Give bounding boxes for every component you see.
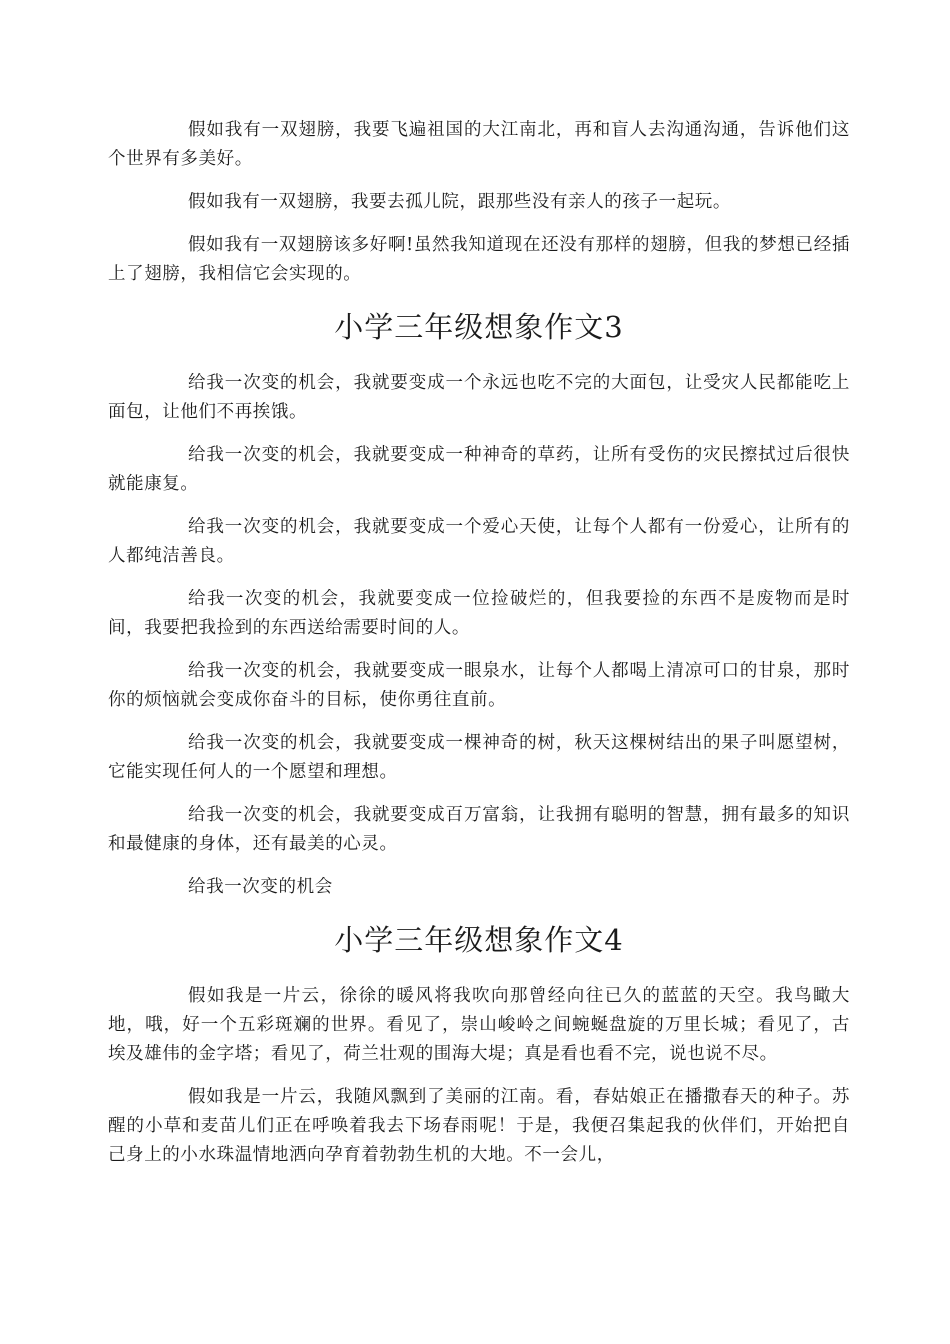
paragraph: 假如我有一双翅膀，我要去孤儿院，跟那些没有亲人的孩子一起玩。 [188,192,731,212]
paragraph: 给我一次变的机会，我就要变成一眼泉水，让每个人都喝上清凉可口的甘泉，那时你的烦恼就会变成你奋斗的目标，使你勇往直前。 [108,661,850,710]
section-heading: 小学三年级想象作文3 [334,310,624,344]
paragraph: 假如我有一双翅膀，我要飞遍祖国的大江南北，再和盲人去沟通沟通，告诉他们这个世界有多美好。 [108,120,850,169]
paragraph: 给我一次变的机会，我就要变成百万富翁，让我拥有聪明的智慧，拥有最多的知识和最健康的身体，还有最美的心灵。 [108,805,850,854]
paragraph: 假如我是一片云，徐徐的暖风将我吹向那曾经向往已久的蓝蓝的天空。我鸟瞰大地，哦，好一个五彩斑斓的世界。看见了，崇山峻岭之间蜿蜒盘旋的万里长城；看见了，古埃及雄伟的金字塔；看见了，荷兰壮观的围海大堤；真是看也看不完，说也说不尽。 [108,986,850,1064]
document-page [108,116,850,1184]
paragraph: 给我一次变的机会，我就要变成一棵神奇的树，秋天这棵树结出的果子叫愿望树，它能实现任何人的一个愿望和理想。 [108,733,850,782]
paragraph: 假如我是一片云，我随风飘到了美丽的江南。看，春姑娘正在播撒春天的种子。苏醒的小草和麦苗儿们正在呼唤着我去下场春雨呢！于是，我便召集起我的伙伴们，开始把自己身上的小水珠温情地洒向孕育着勃勃生机的大地。不一会儿， [108,1087,850,1165]
paragraph: 给我一次变的机会，我就要变成一种神奇的草药，让所有受伤的灾民擦拭过后很快就能康复。 [108,445,850,494]
paragraph: 给我一次变的机会，我就要变成一位捡破烂的，但我要捡的东西不是废物而是时间，我要把我捡到的东西送给需要时间的人。 [108,589,850,638]
paragraph: 假如我有一双翅膀该多好啊!虽然我知道现在还没有那样的翅膀，但我的梦想已经插上了翅膀，我相信它会实现的。 [108,235,850,284]
paragraph: 给我一次变的机会，我就要变成一个永远也吃不完的大面包，让受灾人民都能吃上面包，让他们不再挨饿。 [108,373,850,422]
section-heading: 小学三年级想象作文4 [334,923,624,957]
paragraph: 给我一次变的机会，我就要变成一个爱心天使，让每个人都有一份爱心，让所有的人都纯洁善良。 [108,517,850,566]
paragraph: 给我一次变的机会 [188,877,333,897]
